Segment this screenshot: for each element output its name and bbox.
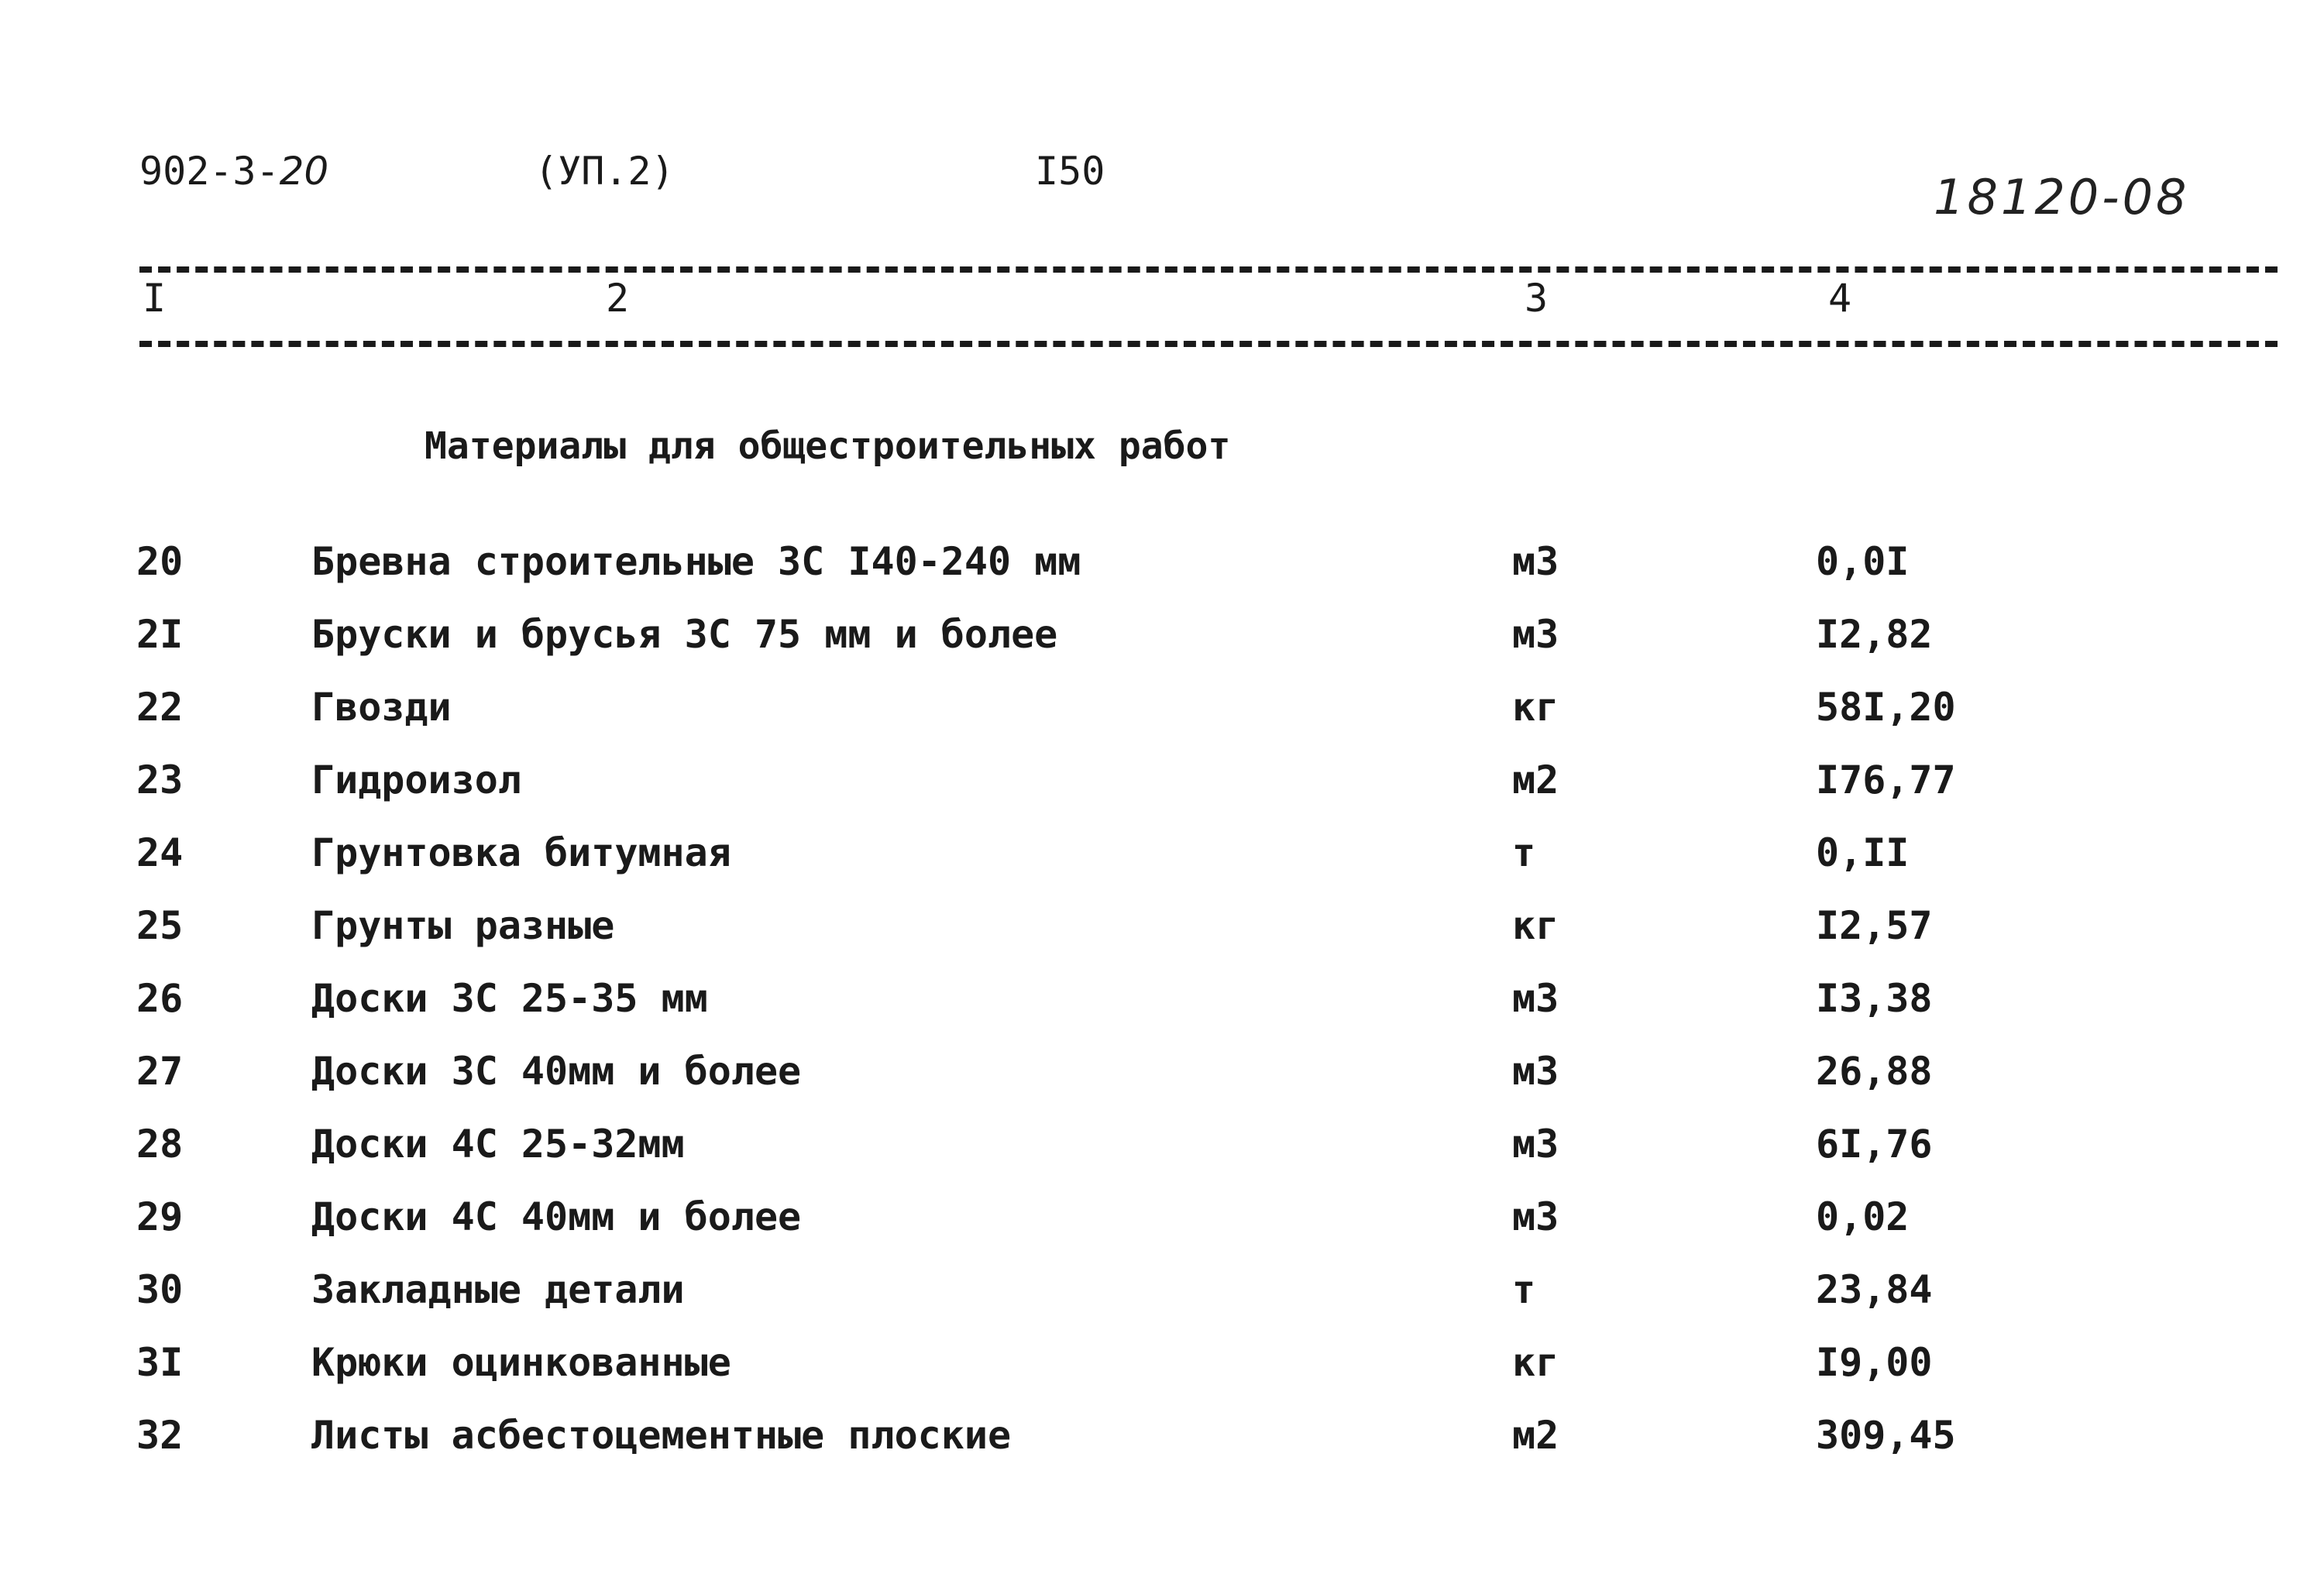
row-number: 30 bbox=[136, 1267, 184, 1312]
row-number: 22 bbox=[136, 685, 184, 730]
row-number: 23 bbox=[136, 758, 184, 802]
table-row bbox=[0, 539, 2324, 601]
table-row bbox=[0, 1194, 2324, 1256]
row-number: 20 bbox=[136, 539, 184, 584]
table-row bbox=[0, 1413, 2324, 1475]
row-number: 26 bbox=[136, 976, 184, 1021]
column-number-3: 3 bbox=[1525, 276, 1549, 321]
quantity: 309,45 bbox=[1816, 1413, 1956, 1458]
section-title: Материалы для общестроительных работ bbox=[425, 424, 1231, 468]
material-name: Грунты разные bbox=[311, 903, 615, 948]
material-name: Бруски и брусья 3С 75 мм и более bbox=[311, 612, 1058, 657]
row-number: 2I bbox=[136, 612, 184, 657]
table-row bbox=[0, 903, 2324, 965]
material-name: Доски 3С 40мм и более bbox=[311, 1049, 802, 1094]
page-number: I50 bbox=[1035, 149, 1105, 194]
table-row bbox=[0, 1122, 2324, 1184]
unit: кг bbox=[1512, 1340, 1559, 1385]
table-row bbox=[0, 685, 2324, 747]
top-dashed-rule bbox=[139, 266, 2278, 273]
unit: м3 bbox=[1512, 976, 1559, 1021]
material-name: Доски 4С 40мм и более bbox=[311, 1194, 802, 1239]
table-row bbox=[0, 1049, 2324, 1111]
quantity: I2,82 bbox=[1816, 612, 1933, 657]
column-number-4: 4 bbox=[1828, 276, 1852, 321]
material-name: Бревна строительные 3С I40-240 мм bbox=[311, 539, 1081, 584]
material-name: Доски 4С 25-32мм bbox=[311, 1122, 685, 1167]
quantity: 0,0I bbox=[1816, 539, 1910, 584]
row-number: 24 bbox=[136, 830, 184, 875]
table-row bbox=[0, 976, 2324, 1038]
material-name: Гвозди bbox=[311, 685, 452, 730]
unit: м2 bbox=[1512, 1413, 1559, 1458]
album-label: (УП.2) bbox=[535, 149, 675, 194]
table-row bbox=[0, 612, 2324, 674]
material-name: Листы асбестоцементные плоские bbox=[311, 1413, 1012, 1458]
table-row bbox=[0, 830, 2324, 892]
material-name: Доски 3С 25-35 мм bbox=[311, 976, 708, 1021]
unit: м3 bbox=[1512, 539, 1559, 584]
quantity: 58I,20 bbox=[1816, 685, 1956, 730]
material-name: Гидроизол bbox=[311, 758, 521, 802]
row-number: 3I bbox=[136, 1340, 184, 1385]
quantity: 6I,76 bbox=[1816, 1122, 1933, 1167]
document-code-handwritten: 20 bbox=[279, 149, 329, 194]
quantity: I2,57 bbox=[1816, 903, 1933, 948]
table-row bbox=[0, 1267, 2324, 1329]
quantity: I76,77 bbox=[1816, 758, 1956, 802]
row-number: 29 bbox=[136, 1194, 184, 1239]
row-number: 28 bbox=[136, 1122, 184, 1167]
quantity: 0,02 bbox=[1816, 1194, 1910, 1239]
column-number-2: 2 bbox=[606, 276, 630, 321]
quantity: I9,00 bbox=[1816, 1340, 1933, 1385]
table-row bbox=[0, 758, 2324, 820]
quantity: 26,88 bbox=[1816, 1049, 1933, 1094]
material-name: Закладные детали bbox=[311, 1267, 685, 1312]
unit: м2 bbox=[1512, 758, 1559, 802]
unit: т bbox=[1512, 830, 1536, 875]
unit: м3 bbox=[1512, 612, 1559, 657]
quantity: 0,II bbox=[1816, 830, 1910, 875]
bottom-dashed-rule bbox=[139, 341, 2278, 347]
quantity: I3,38 bbox=[1816, 976, 1933, 1021]
unit: кг bbox=[1512, 685, 1559, 730]
unit: т bbox=[1512, 1267, 1536, 1312]
unit: м3 bbox=[1512, 1122, 1559, 1167]
material-name: Грунтовка битумная bbox=[311, 830, 731, 875]
quantity: 23,84 bbox=[1816, 1267, 1933, 1312]
document-code bbox=[139, 149, 328, 194]
material-name: Крюки оцинкованные bbox=[311, 1340, 731, 1385]
row-number: 27 bbox=[136, 1049, 184, 1094]
stamp-number: 18120-08 bbox=[1934, 169, 2190, 225]
row-number: 32 bbox=[136, 1413, 184, 1458]
column-number-1: I bbox=[143, 276, 167, 321]
unit: м3 bbox=[1512, 1194, 1559, 1239]
document-code-printed: 902-3- bbox=[139, 149, 280, 194]
unit: м3 bbox=[1512, 1049, 1559, 1094]
table-row bbox=[0, 1340, 2324, 1402]
row-number: 25 bbox=[136, 903, 184, 948]
unit: кг bbox=[1512, 903, 1559, 948]
